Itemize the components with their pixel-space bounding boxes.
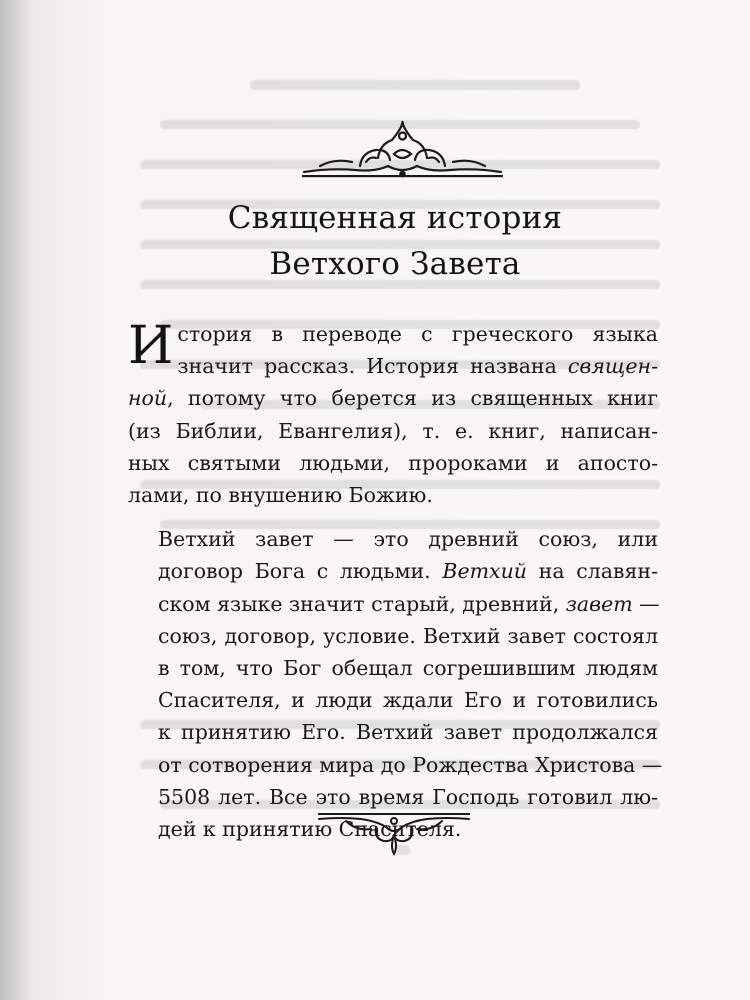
paragraph-1 [128,318,658,511]
title-line-1: Священная история [227,200,563,236]
text-line: договор Бога с людьми. Ветхий на славян- [158,559,658,584]
text-line: в том, что Бог обещал согрешившим людям [158,656,658,681]
text-line: (из Библии, Евангелия), т. е. книг, написан- [128,418,658,443]
text-line: от сотворения мира до Рождества Христова — [158,752,663,777]
paragraph-2 [128,523,663,845]
text-line: лами, по внушению Божию. [128,483,433,508]
text-line: Ветхий завет — это древний союз, или [158,527,658,552]
text-line: дей к принятию Спасителя. [158,817,462,842]
text-line: к принятию Его. Ветхий завет продолжался [158,720,658,745]
page-title [130,195,660,287]
text-line: союз, договор, условие. Ветхий завет состоял [158,623,658,648]
spine-shadow [0,0,30,1000]
bottom-ornament-icon [316,805,472,857]
drop-cap: И [128,316,174,376]
text-line: стория в переводе с греческого языка [177,322,658,346]
text-line: значит рассказ. История названа священ- [177,354,658,379]
body-text [128,316,663,845]
text-line: 5508 лет. Все это время Господь готовил лю- [158,784,658,809]
text-line: ных святыми людьми, пророками и апосто- [128,450,658,475]
text-line: ском языке значит старый, древний, завет — [158,591,660,616]
text-line: Спасителя, и люди ждали Его и готовились [158,688,658,713]
title-line-2: Ветхого Завета [269,246,521,282]
text-line: ной, потому что берется из священных книг [128,386,658,411]
top-ornament-icon [300,118,505,180]
